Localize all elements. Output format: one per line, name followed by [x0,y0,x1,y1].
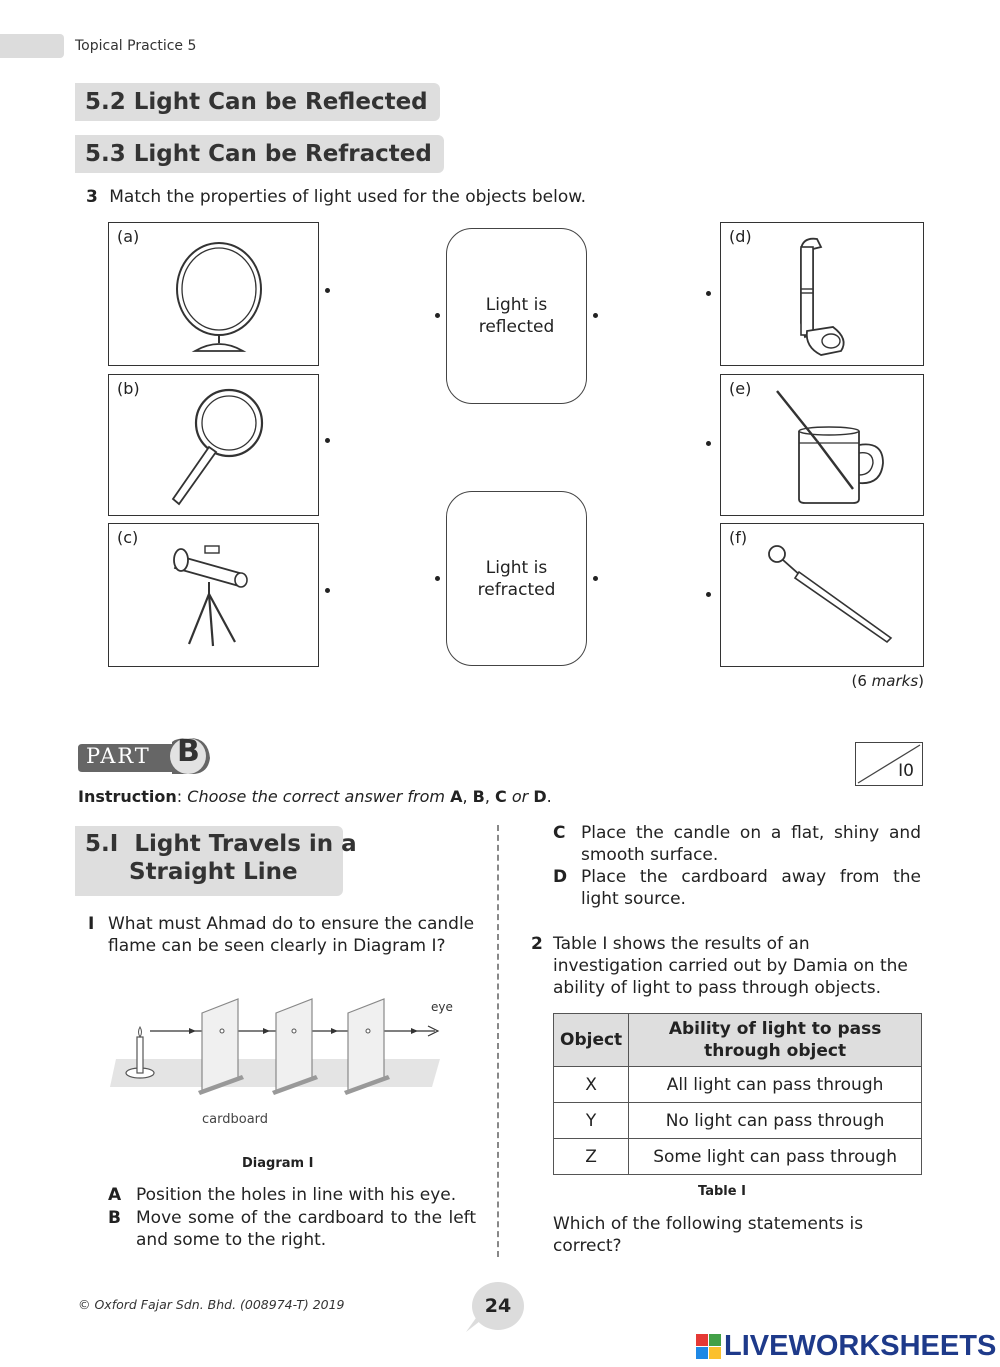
question-3 [86,186,586,208]
option-letter: D [553,867,568,887]
category-text: Light is [485,295,548,315]
question-2-stem: Which of the following statements is correct? [553,1214,864,1256]
object-box-f [720,523,924,667]
option-text: Position the holes in line with his eye. [136,1185,457,1205]
option-text: Place the candle on a flat, shiny and smooth surface. [581,823,921,865]
match-dot-e[interactable] [706,441,711,446]
match-dot-d[interactable] [706,291,711,296]
periscope-icon [721,223,923,365]
part-letter: B [177,734,200,769]
instruction-opt: D [533,787,547,806]
liveworksheets-logo-text: LIVEWORKSHEETS [724,1330,997,1362]
copyright: © Oxford Fajar Sdn. Bhd. (008974-T) 2019 [78,1297,345,1312]
option-letter: A [108,1185,122,1205]
instruction-opt: C [495,787,507,806]
pencil-in-water-icon [721,375,923,515]
option-letter: B [108,1208,121,1228]
object-label: (c) [117,528,139,547]
option-a[interactable] [108,1184,476,1206]
instruction-opt: B [472,787,485,806]
instruction-text: Choose the correct answer from [187,787,451,806]
instruction-opt: A [450,787,463,806]
match-dot-b[interactable] [325,438,330,443]
match-dot-refracted-right[interactable] [593,576,598,581]
diagram-1 [110,995,460,1155]
match-dot-refracted-left[interactable] [435,576,440,581]
table-cell: X [554,1067,629,1103]
match-dot-f[interactable] [706,592,711,597]
instruction-sep: , [484,787,496,806]
match-dot-reflected-left[interactable] [435,313,440,318]
option-text: Place the cardboard away from the light source. [581,867,921,909]
part-b-badge [76,734,216,782]
telescope-icon [109,524,318,666]
table-cell: Y [554,1103,629,1139]
table-row [554,1103,922,1139]
object-label: (e) [729,379,752,398]
header-tab [0,34,64,58]
page-number: 24 [472,1282,524,1330]
question-number: I [88,914,95,934]
object-label: (d) [729,227,752,246]
instruction-or: or [506,787,534,806]
liveworksheets-logo-icon [696,1334,722,1360]
running-head: Topical Practice 5 [75,38,197,54]
table-header: Ability of light to pass through object [629,1014,922,1067]
match-dot-a[interactable] [325,288,330,293]
table-caption: Table I [698,1184,746,1199]
table-header-row [554,1014,922,1067]
object-label: (a) [117,227,140,246]
match-dot-reflected-right[interactable] [593,313,598,318]
option-text: Move some of the cardboard to the left and some to the right. [136,1208,476,1250]
score-total: I0 [898,761,914,781]
section-heading-5-3: 5.3 Light Can be Refracted [75,135,444,173]
marks-close: ) [918,672,924,690]
match-dot-c[interactable] [325,588,330,593]
table-cell: Z [554,1139,629,1175]
mirror-icon [109,223,318,365]
section-heading-line: 5.I Light Travels in a [85,831,357,857]
category-light-refracted[interactable] [446,491,587,666]
results-table [553,1013,922,1175]
option-c[interactable] [553,822,921,866]
question-text: Table I shows the results of an investigation carried out by Damia on the ability of light to pass through objects. [553,934,908,998]
category-text: refracted [477,579,556,600]
part-word: PART [86,744,151,768]
option-b[interactable] [108,1207,476,1251]
instruction [78,787,552,806]
question-2 [531,933,923,999]
dental-mirror-icon [721,524,923,666]
light-path-diagram [110,995,460,1105]
object-box-b [108,374,319,516]
object-label: (b) [117,379,140,398]
question-text: What must Ahmad do to ensure the candle flame can be seen clearly in Diagram I? [108,914,475,956]
table-cell: All light can pass through [629,1067,922,1103]
object-box-c [108,523,319,667]
table-row [554,1067,922,1103]
diagram-label-eye: eye [431,1000,453,1014]
object-box-a [108,222,319,366]
marks-word: marks [871,672,919,690]
section-heading-line: Straight Line [129,859,298,885]
marks-note [851,672,924,690]
diagram-label-cardboard: cardboard [202,1112,269,1127]
score-box [855,742,923,786]
diagram-caption: Diagram I [242,1156,314,1171]
section-heading-5-1 [75,826,357,896]
question-1 [88,913,478,957]
table-cell: No light can pass through [629,1103,922,1139]
table-row [554,1139,922,1175]
category-light-reflected[interactable] [446,228,587,404]
column-divider [497,825,499,1257]
section-heading-5-2: 5.2 Light Can be Reflected [75,83,440,121]
table-cell: Some light can pass through [629,1139,922,1175]
object-label: (f) [729,528,748,547]
instruction-label: Instruction [78,787,177,806]
marks-number: (6 [851,672,872,690]
instruction-sep: , [462,787,473,806]
category-text: reflected [478,317,555,337]
object-box-e [720,374,924,516]
question-number: 2 [531,934,543,954]
instruction-sep: . [546,787,552,806]
magnifying-glass-icon [109,375,318,515]
question-number: 3 [86,187,98,207]
option-letter: C [553,823,566,843]
table-header: Object [554,1014,629,1067]
question-text: Match the properties of light used for the objects below. [109,187,586,207]
page-bubble-tail [462,1318,486,1334]
category-text: Light is [485,557,548,578]
object-box-d [720,222,924,366]
option-d[interactable] [553,866,921,910]
instruction-sep: : [176,787,188,806]
